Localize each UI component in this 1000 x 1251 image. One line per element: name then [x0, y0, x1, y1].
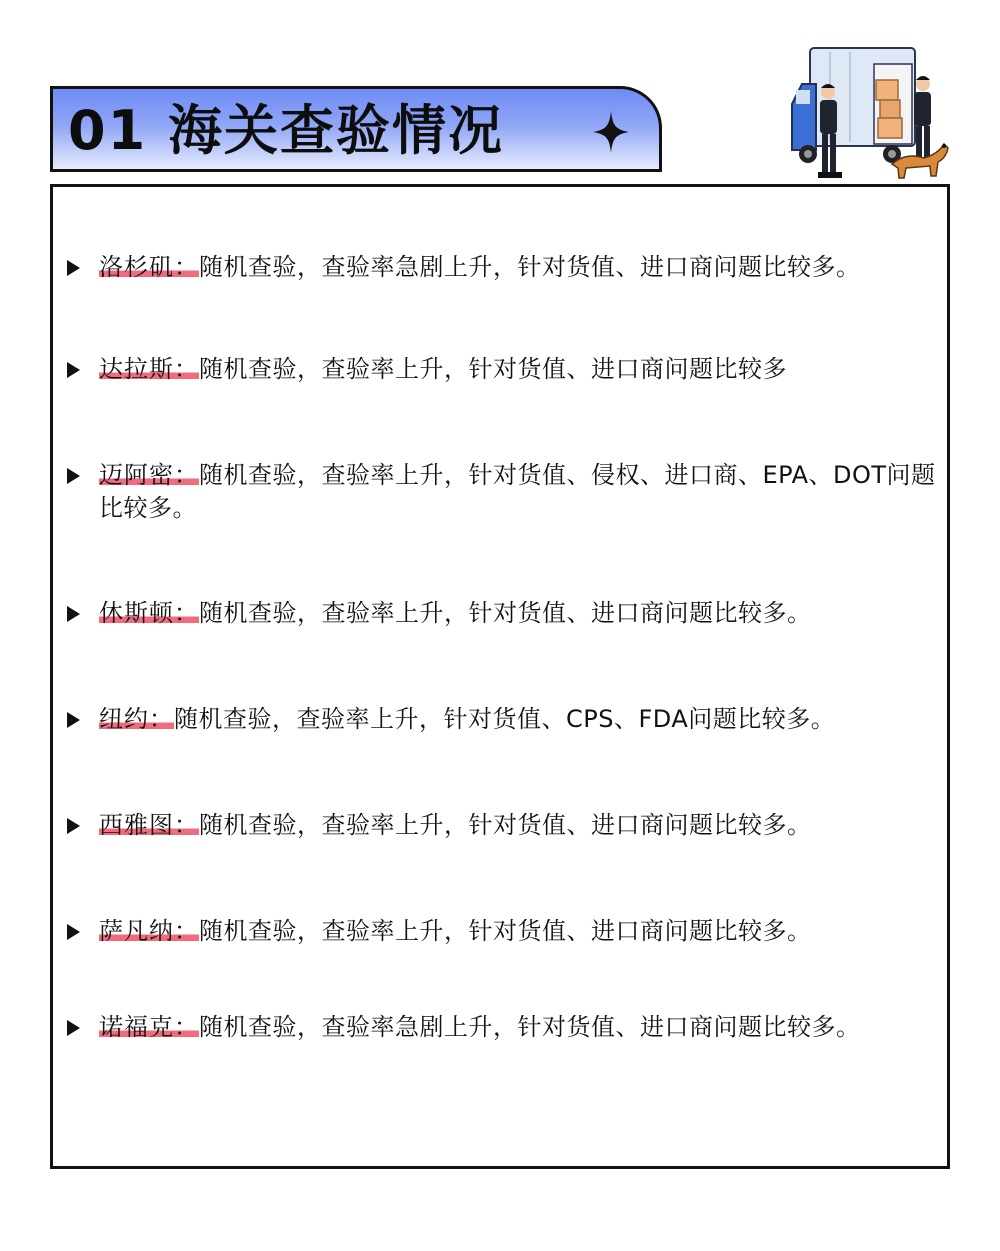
triangle-bullet-icon	[67, 712, 80, 728]
city-name: 洛杉矶：	[99, 253, 199, 281]
item-description: 随机查验，查验率上升，针对货值、CPS、FDA问题比较多。	[174, 705, 836, 733]
item-description: 随机查验，查验率上升，针对货值、进口商问题比较多。	[199, 599, 812, 627]
triangle-bullet-icon	[67, 1020, 80, 1036]
sparkle-icon	[593, 111, 629, 153]
customs-inspection-illustration	[788, 40, 956, 188]
city-name: 达拉斯：	[99, 355, 199, 383]
list-item	[67, 353, 943, 386]
item-description: 随机查验，查验率上升，针对货值、进口商问题比较多	[199, 355, 787, 383]
list-item	[67, 703, 943, 736]
list-item	[67, 915, 943, 948]
section-title-tab	[50, 86, 662, 172]
list-item	[67, 809, 943, 842]
city-name: 萨凡纳：	[99, 917, 199, 945]
list-item	[67, 597, 943, 630]
triangle-bullet-icon	[67, 818, 80, 834]
section-title: 01 海关查验情况	[68, 99, 504, 162]
city-name: 纽约：	[99, 705, 174, 733]
triangle-bullet-icon	[67, 260, 80, 276]
list-item	[67, 1011, 943, 1044]
item-description: 随机查验，查验率上升，针对货值、进口商问题比较多。	[199, 917, 812, 945]
item-description: 随机查验，查验率上升，针对货值、进口商问题比较多。	[199, 811, 812, 839]
city-name: 休斯顿：	[99, 599, 199, 627]
city-name: 迈阿密：	[99, 461, 199, 489]
triangle-bullet-icon	[67, 362, 80, 378]
list-item	[67, 251, 943, 284]
triangle-bullet-icon	[67, 468, 80, 484]
list-item	[67, 459, 943, 525]
city-name: 西雅图：	[99, 811, 199, 839]
item-description: 随机查验，查验率急剧上升，针对货值、进口商问题比较多。	[199, 1013, 861, 1041]
item-description: 随机查验，查验率急剧上升，针对货值、进口商问题比较多。	[199, 253, 861, 281]
triangle-bullet-icon	[67, 924, 80, 940]
city-name: 诺福克：	[99, 1013, 199, 1041]
item-description: 随机查验，查验率上升，针对货值、侵权、进口商、EPA、DOT问题比较多。	[99, 461, 936, 522]
content-box	[50, 184, 950, 1169]
triangle-bullet-icon	[67, 606, 80, 622]
